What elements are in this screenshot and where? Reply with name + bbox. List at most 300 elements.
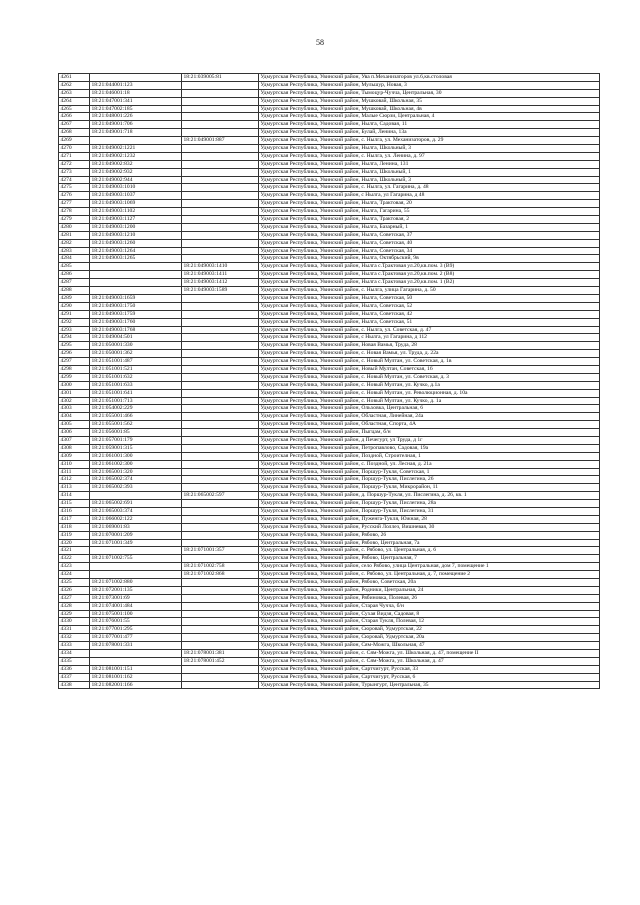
table-row <box>59 452 600 460</box>
cadastral-number-building <box>90 279 182 287</box>
cadastral-number-building: 18:21:047002:185 <box>90 105 182 113</box>
table-row <box>59 429 600 437</box>
address-cell: Удмуртская Республика, Увинский район, Сям-Можга, Школьная, 47 <box>259 642 600 650</box>
cadastral-number-building: 18:21:049003:1750 <box>90 302 182 310</box>
table-row <box>59 373 600 381</box>
cadastral-number-building: 18:21:075001:100 <box>90 610 182 618</box>
table-row <box>59 650 600 658</box>
address-cell: Удмуртская Республика, Увинский район, Нылга с.Трактовая ул.20,кв.пом. 2 (В8) <box>259 271 600 279</box>
cadastral-number-premises <box>182 389 259 397</box>
row-number: 4316 <box>59 507 90 515</box>
table-row <box>59 618 600 626</box>
table-row <box>59 555 600 563</box>
cadastral-number-premises <box>182 334 259 342</box>
table-row <box>59 610 600 618</box>
address-cell: Удмуртская Республика, Увинский район, Старая Чучча, б/н <box>259 602 600 610</box>
address-cell: Удмуртская Республика, Увинский район, Нылга, Советская, 40 <box>259 239 600 247</box>
address-cell: Удмуртская Республика, Увинский район, Пыгцам, б/н <box>259 429 600 437</box>
cadastral-number-premises <box>182 586 259 594</box>
cadastral-number-building: 18:21:049003:1265 <box>90 255 182 263</box>
cadastral-number-building: 18:21:049003:1102 <box>90 208 182 216</box>
address-cell: Удмуртская Республика, Увинский район, с Нылга, ул Гагарина, д 112 <box>259 334 600 342</box>
row-number: 4286 <box>59 271 90 279</box>
address-cell: Удмуртская Республика, Увинский район, Рябово, Советская, 20а <box>259 579 600 587</box>
cadastral-number-premises <box>182 358 259 366</box>
table-row <box>59 350 600 358</box>
cadastral-number-building <box>90 571 182 579</box>
cadastral-number-premises <box>182 365 259 373</box>
row-number: 4268 <box>59 129 90 137</box>
table-row <box>59 547 600 555</box>
address-cell: Удмуртская Республика, Увинский район, Сартчигурт, Русская, 33 <box>259 665 600 673</box>
cadastral-number-building: 18:21:049003:1200 <box>90 223 182 231</box>
cadastral-number-premises <box>182 444 259 452</box>
address-cell: Удмуртская Республика, Увинский район, Нылга, Советская, 34 <box>259 247 600 255</box>
cadastral-number-building: 18:21:051001:487 <box>90 358 182 366</box>
address-cell: Удмуртская Республика, Увинский район, Поршур-Тукля, Пислегина, 31 <box>259 507 600 515</box>
cadastral-number-building: 18:21:050001:362 <box>90 350 182 358</box>
table-row <box>59 121 600 129</box>
cadastral-number-premises <box>182 342 259 350</box>
table-row <box>59 673 600 681</box>
cadastral-number-building: 18:21:049003:1210 <box>90 231 182 239</box>
row-number: 4336 <box>59 665 90 673</box>
cadastral-number-building: 18:21:050001:330 <box>90 342 182 350</box>
row-number: 4304 <box>59 413 90 421</box>
cadastral-number-building <box>90 650 182 658</box>
table-row <box>59 539 600 547</box>
table-row <box>59 145 600 153</box>
row-number: 4305 <box>59 421 90 429</box>
table-row <box>59 89 600 97</box>
cadastral-number-building: 18:21:046001:18 <box>90 89 182 97</box>
cadastral-number-premises <box>182 168 259 176</box>
cadastral-number-building: 18:21:051001:633 <box>90 381 182 389</box>
cadastral-number-building: 18:21:049002:932 <box>90 168 182 176</box>
address-cell: Удмуртская Республика, Увинский район, Пуженга-Тукля, Южная, 28 <box>259 515 600 523</box>
table-row <box>59 594 600 602</box>
address-cell: Удмуртская Республика, Увинский район, Булай, Ленина, 13а <box>259 129 600 137</box>
cadastral-number-building: 18:21:059001:315 <box>90 444 182 452</box>
cadastral-number-building: 18:21:073001:69 <box>90 594 182 602</box>
table-row <box>59 81 600 89</box>
cadastral-number-building: 18:21:049003:1260 <box>90 239 182 247</box>
cadastral-number-premises: 18:21:078001:452 <box>182 657 259 665</box>
row-number: 4265 <box>59 105 90 113</box>
cadastral-number-building: 18:21:051001:521 <box>90 365 182 373</box>
address-cell: Удмуртская Республика, Увинский район, Областная, Линейная, 24а <box>259 413 600 421</box>
table-row <box>59 216 600 224</box>
row-number: 4337 <box>59 673 90 681</box>
table-row <box>59 247 600 255</box>
address-cell: Удмуртская Республика, Увинский район, Нылга, Трактовая, 2 <box>259 216 600 224</box>
cadastral-number-premises <box>182 208 259 216</box>
cadastral-number-premises <box>182 476 259 484</box>
cadastral-number-premises: 18:21:071001:357 <box>182 547 259 555</box>
address-cell: Удмуртская Республика, Увинский район, Петропавлово, Садовая, 19а <box>259 444 600 452</box>
row-number: 4326 <box>59 586 90 594</box>
address-cell: Удмуртская Республика, Увинский район, с. Рябово, ул. Центральная, д. 6 <box>259 547 600 555</box>
registry-table <box>58 73 600 689</box>
address-cell: Удмуртская Республика, Увинский район, Нылга, Советская, 50 <box>259 294 600 302</box>
address-cell: Удмуртская Республика, Увинский район, Нылга, Советская, 51 <box>259 318 600 326</box>
row-number: 4329 <box>59 610 90 618</box>
cadastral-number-premises <box>182 89 259 97</box>
cadastral-number-building: 18:21:077001:477 <box>90 634 182 642</box>
table-row <box>59 484 600 492</box>
row-number: 4314 <box>59 492 90 500</box>
cadastral-number-premises <box>182 681 259 689</box>
cadastral-number-premises <box>182 216 259 224</box>
cadastral-number-building: 18:21:065001:320 <box>90 468 182 476</box>
cadastral-number-premises: 18:21:071002:868 <box>182 571 259 579</box>
table-row <box>59 436 600 444</box>
row-number: 4266 <box>59 113 90 121</box>
row-number: 4338 <box>59 681 90 689</box>
cadastral-number-premises <box>182 555 259 563</box>
cadastral-number-building: 18:21:056001:85 <box>90 429 182 437</box>
row-number: 4309 <box>59 452 90 460</box>
address-cell: Удмуртская Республика, Увинский район, с. Сям-Можга, ул. Школьная, д. 47 <box>259 657 600 665</box>
row-number: 4296 <box>59 350 90 358</box>
row-number: 4272 <box>59 160 90 168</box>
cadastral-number-building: 18:21:082001:166 <box>90 681 182 689</box>
cadastral-number-premises <box>182 176 259 184</box>
row-number: 4321 <box>59 547 90 555</box>
cadastral-number-building: 18:21:049003:1010 <box>90 184 182 192</box>
row-number: 4325 <box>59 579 90 587</box>
table-row <box>59 176 600 184</box>
row-number: 4307 <box>59 436 90 444</box>
cadastral-number-building: 18:21:049003:1069 <box>90 200 182 208</box>
row-number: 4308 <box>59 444 90 452</box>
cadastral-number-premises <box>182 223 259 231</box>
row-number: 4288 <box>59 287 90 295</box>
row-number: 4324 <box>59 571 90 579</box>
table-row <box>59 515 600 523</box>
row-number: 4264 <box>59 97 90 105</box>
row-number: 4273 <box>59 168 90 176</box>
address-cell: Удмуртская Республика, Увинский район, Нылга с.Трактовая ул.20,кв.пом. 1 (В2) <box>259 279 600 287</box>
table-row <box>59 192 600 200</box>
cadastral-number-building: 18:21:047001:341 <box>90 97 182 105</box>
cadastral-number-premises <box>182 421 259 429</box>
address-cell: Удмуртская Республика, Увинский район, Поршур-Тукля, Советская, 1 <box>259 468 600 476</box>
table-row <box>59 223 600 231</box>
row-number: 4287 <box>59 279 90 287</box>
address-cell: Удмуртская Республика, Увинский район, Мушковай, Школьная, 4в <box>259 105 600 113</box>
table-row <box>59 271 600 279</box>
address-cell: Удмуртская Республика, Увинский район, с. Нылга, улица Гагарина, д. 50 <box>259 287 600 295</box>
address-cell: Удмуртская Республика, Увинский район, Нылга, Гагарина, 55 <box>259 208 600 216</box>
address-cell: Удмуртская Республика, Увинский район, Нылга, Базарный, 1 <box>259 223 600 231</box>
cadastral-number-premises <box>182 673 259 681</box>
address-cell: Удмуртская Республика, Увинский район, Рябиновка, Полевая, 26 <box>259 594 600 602</box>
row-number: 4263 <box>59 89 90 97</box>
table-row <box>59 326 600 334</box>
cadastral-number-premises <box>182 429 259 437</box>
page-number: 58 <box>316 38 324 47</box>
table-row <box>59 492 600 500</box>
cadastral-number-building: 18:21:048001:226 <box>90 113 182 121</box>
cadastral-number-building: 18:21:072001:135 <box>90 586 182 594</box>
cadastral-number-premises <box>182 460 259 468</box>
row-number: 4277 <box>59 200 90 208</box>
table-row <box>59 74 600 82</box>
cadastral-number-building: 18:21:071001:349 <box>90 539 182 547</box>
row-number: 4280 <box>59 223 90 231</box>
row-number: 4292 <box>59 318 90 326</box>
table-row <box>59 602 600 610</box>
address-cell: Удмуртская Республика, Увинский район, с. Нылга, ул. Гагарина, д. 48 <box>259 184 600 192</box>
address-cell: Удмуртская Республика, Увинский район, село Рябово, улица Центральная, дом 7, помещение 1 <box>259 563 600 571</box>
cadastral-number-building <box>90 271 182 279</box>
table-row <box>59 200 600 208</box>
cadastral-number-building: 18:21:055001:466 <box>90 413 182 421</box>
address-cell: Удмуртская Республика, Увинский район, Турынгурт, Центральная, 35 <box>259 681 600 689</box>
address-cell: Удмуртская Республика, Увинский район, Сартчигурт, Русская, 6 <box>259 673 600 681</box>
address-cell: Удмуртская Республика, Увинский район, Ува п.Механизаторов ул.6,кв.столовая <box>259 74 600 82</box>
row-number: 4299 <box>59 373 90 381</box>
address-cell: Удмуртская Республика, Увинский район, Нылга, Школьный, 1 <box>259 168 600 176</box>
cadastral-number-premises <box>182 665 259 673</box>
cadastral-number-premises <box>182 468 259 476</box>
cadastral-number-premises <box>182 539 259 547</box>
row-number: 4269 <box>59 137 90 145</box>
cadastral-number-premises <box>182 507 259 515</box>
row-number: 4302 <box>59 397 90 405</box>
cadastral-number-premises <box>182 436 259 444</box>
table-row <box>59 563 600 571</box>
table-row <box>59 381 600 389</box>
address-cell: Удмуртская Республика, Увинский район, с. Рябово, ул. Центральная, д. 7, помещение 2 <box>259 571 600 579</box>
address-cell: Удмуртская Республика, Увинский район, Нылга, Советская, 52 <box>259 302 600 310</box>
row-number: 4317 <box>59 515 90 523</box>
cadastral-number-building: 18:21:051001:713 <box>90 397 182 405</box>
cadastral-number-premises: 18:21:049003:1412 <box>182 279 259 287</box>
table-row <box>59 634 600 642</box>
cadastral-number-building: 18:21:049001:706 <box>90 121 182 129</box>
table-row <box>59 500 600 508</box>
table-row <box>59 310 600 318</box>
address-cell: Удмуртская Республика, Увинский район, Нылга, Школьный, 3 <box>259 176 600 184</box>
table-row <box>59 287 600 295</box>
table-row <box>59 579 600 587</box>
cadastral-number-premises: 18:21:049001:887 <box>182 137 259 145</box>
table-row <box>59 208 600 216</box>
address-cell: Удмуртская Республика, Увинский район, Мульшур, Новая, 3 <box>259 81 600 89</box>
cadastral-number-building <box>90 492 182 500</box>
row-number: 4331 <box>59 626 90 634</box>
row-number: 4312 <box>59 476 90 484</box>
address-cell: Удмуртская Республика, Увинский район, с. Нылга, ул. Советская, д. 47 <box>259 326 600 334</box>
cadastral-number-premises: 18:21:049003:1411 <box>182 271 259 279</box>
cadastral-number-building <box>90 263 182 271</box>
row-number: 4330 <box>59 618 90 626</box>
table-row <box>59 342 600 350</box>
cadastral-number-premises <box>182 255 259 263</box>
address-cell: Удмуртская Республика, Увинский район, с. Новый Мултан, ул. Революционная, д. 10а <box>259 389 600 397</box>
cadastral-number-premises: 18:21:071002:758 <box>182 563 259 571</box>
address-cell: Удмуртская Республика, Увинский район, Новая Вамья, Труда, 28 <box>259 342 600 350</box>
cadastral-number-building: 18:21:057001:179 <box>90 436 182 444</box>
table-row <box>59 358 600 366</box>
address-cell: Удмуртская Республика, Увинский район, Мушковай, Школьная, 35 <box>259 97 600 105</box>
row-number: 4322 <box>59 555 90 563</box>
table-row <box>59 263 600 271</box>
cadastral-number-premises <box>182 397 259 405</box>
cadastral-number-premises: 18:21:049003:1589 <box>182 287 259 295</box>
cadastral-number-premises <box>182 523 259 531</box>
cadastral-number-building: 18:21:049003:1264 <box>90 247 182 255</box>
row-number: 4276 <box>59 192 90 200</box>
row-number: 4306 <box>59 429 90 437</box>
address-cell: Удмуртская Республика, Увинский район, с. Новая Вамья, ул. Труда, д. 22а <box>259 350 600 358</box>
table-row <box>59 523 600 531</box>
cadastral-number-building <box>90 137 182 145</box>
cadastral-number-premises <box>182 594 259 602</box>
cadastral-number-premises <box>182 405 259 413</box>
cadastral-number-building: 18:21:065002:691 <box>90 500 182 508</box>
address-cell: Удмуртская Республика, Увинский район, Нылга, Садовая, 11 <box>259 121 600 129</box>
cadastral-number-premises <box>182 247 259 255</box>
cadastral-number-building: 18:21:081001:162 <box>90 673 182 681</box>
address-cell: Удмуртская Республика, Увинский район, с. Сям-Можга, ул. Школьная, д. 47, помещение II <box>259 650 600 658</box>
address-cell: Удмуртская Республика, Увинский район, Сюровай, Удмуртская, 22 <box>259 626 600 634</box>
cadastral-number-premises <box>182 484 259 492</box>
cadastral-number-premises <box>182 610 259 618</box>
address-cell: Удмуртская Республика, Увинский район, Русский Лоллез, Вишневая, 30 <box>259 523 600 531</box>
table-row <box>59 642 600 650</box>
cadastral-number-premises <box>182 231 259 239</box>
cadastral-number-building: 18:21:049003:1760 <box>90 318 182 326</box>
cadastral-number-premises <box>182 531 259 539</box>
cadastral-number-premises <box>182 515 259 523</box>
row-number: 4303 <box>59 405 90 413</box>
address-cell: Удмуртская Республика, Увинский район, Нылга, Ленина, 131 <box>259 160 600 168</box>
row-number: 4285 <box>59 263 90 271</box>
cadastral-number-premises <box>182 618 259 626</box>
row-number: 4278 <box>59 208 90 216</box>
row-number: 4315 <box>59 500 90 508</box>
table-row <box>59 531 600 539</box>
table-row <box>59 507 600 515</box>
cadastral-number-building: 18:21:049003:1127 <box>90 216 182 224</box>
table-row <box>59 97 600 105</box>
row-number: 4279 <box>59 216 90 224</box>
address-cell: Удмуртская Республика, Увинский район, Тымоцур-Чучча, Центральная, 30 <box>259 89 600 97</box>
address-cell: Удмуртская Республика, Увинский район, Малые Сюрзи, Центральная, 4 <box>259 113 600 121</box>
row-number: 4270 <box>59 145 90 153</box>
cadastral-number-building: 18:21:051001:641 <box>90 389 182 397</box>
row-number: 4327 <box>59 594 90 602</box>
row-number: 4323 <box>59 563 90 571</box>
address-cell: Удмуртская Республика, Увинский район, с. Новый Мултан, ул. Кучко, д. 1а <box>259 397 600 405</box>
address-cell: Удмуртская Республика, Увинский район, с. Новый Мултан, ул. Советская, д. 1в <box>259 358 600 366</box>
table-row <box>59 113 600 121</box>
row-number: 4334 <box>59 650 90 658</box>
row-number: 4267 <box>59 121 90 129</box>
cadastral-number-premises <box>182 184 259 192</box>
table-row <box>59 413 600 421</box>
table-row <box>59 571 600 579</box>
cadastral-number-premises <box>182 634 259 642</box>
address-cell: Удмуртская Республика, Увинский район, Поздной, Строителная, 1 <box>259 452 600 460</box>
cadastral-number-building: 18:21:066002:122 <box>90 515 182 523</box>
cadastral-number-premises <box>182 602 259 610</box>
row-number: 4275 <box>59 184 90 192</box>
table-row <box>59 334 600 342</box>
table-row <box>59 231 600 239</box>
cadastral-number-building: 18:21:049002:832 <box>90 160 182 168</box>
cadastral-number-building <box>90 287 182 295</box>
row-number: 4318 <box>59 523 90 531</box>
cadastral-number-premises <box>182 302 259 310</box>
cadastral-number-premises <box>182 200 259 208</box>
cadastral-number-building: 18:21:051001:632 <box>90 373 182 381</box>
cadastral-number-building <box>90 547 182 555</box>
cadastral-number-building: 18:21:074001:484 <box>90 602 182 610</box>
table-row <box>59 468 600 476</box>
cadastral-number-premises <box>182 350 259 358</box>
table-row <box>59 397 600 405</box>
cadastral-number-building: 18:21:065002:374 <box>90 476 182 484</box>
registry-table-body <box>59 74 600 689</box>
cadastral-number-building: 18:21:077001:295 <box>90 626 182 634</box>
row-number: 4284 <box>59 255 90 263</box>
address-cell: Удмуртская Республика, Увинский район, Сюровай, Удмуртская, 20а <box>259 634 600 642</box>
cadastral-number-building: 18:21:070001:209 <box>90 531 182 539</box>
table-row <box>59 657 600 665</box>
row-number: 4282 <box>59 239 90 247</box>
cadastral-number-building: 18:21:049004:501 <box>90 334 182 342</box>
address-cell: Удмуртская Республика, Увинский район, д. Поршур-Тукля, ул. Пислегина, д. 26, кв. 1 <box>259 492 600 500</box>
table-row <box>59 444 600 452</box>
table-row <box>59 129 600 137</box>
row-number: 4293 <box>59 326 90 334</box>
cadastral-number-building: 18:21:081001:151 <box>90 665 182 673</box>
cadastral-number-premises <box>182 113 259 121</box>
address-cell: Удмуртская Республика, Увинский район, с. Новый Мултан, ул. Советская, д. 3 <box>259 373 600 381</box>
cadastral-number-building: 18:21:078001:331 <box>90 642 182 650</box>
row-number: 4289 <box>59 294 90 302</box>
cadastral-number-building: 18:21:054002:229 <box>90 405 182 413</box>
row-number: 4311 <box>59 468 90 476</box>
cadastral-number-premises <box>182 160 259 168</box>
row-number: 4262 <box>59 81 90 89</box>
row-number: 4298 <box>59 365 90 373</box>
cadastral-number-premises <box>182 97 259 105</box>
row-number: 4328 <box>59 602 90 610</box>
cadastral-number-building: 18:21:049001:718 <box>90 129 182 137</box>
address-cell: Удмуртская Республика, Увинский район, д Печегурт, ул Труда, д 1г <box>259 436 600 444</box>
address-cell: Удмуртская Республика, Увинский район, Поршур-Тукля, Микрорайон, 11 <box>259 484 600 492</box>
cadastral-number-building: 18:21:065003:374 <box>90 507 182 515</box>
cadastral-number-building <box>90 74 182 82</box>
address-cell: Удмуртская Республика, Увинский район, с. Нылга, ул. Механизаторов, д. 29 <box>259 137 600 145</box>
address-cell: Удмуртская Республика, Увинский район, Родники, Центральная, 24 <box>259 586 600 594</box>
table-row <box>59 389 600 397</box>
row-number: 4261 <box>59 74 90 82</box>
address-cell: Удмуртская Республика, Увинский район, Ольховка, Центральная, 6 <box>259 405 600 413</box>
cadastral-number-premises <box>182 145 259 153</box>
address-cell: Удмуртская Республика, Увинский район, Рябово, Центральная, 7а <box>259 539 600 547</box>
cadastral-number-building: 18:21:061002:300 <box>90 460 182 468</box>
table-row <box>59 302 600 310</box>
cadastral-number-premises <box>182 373 259 381</box>
cadastral-number-building: 18:21:049003:1659 <box>90 294 182 302</box>
table-row <box>59 626 600 634</box>
